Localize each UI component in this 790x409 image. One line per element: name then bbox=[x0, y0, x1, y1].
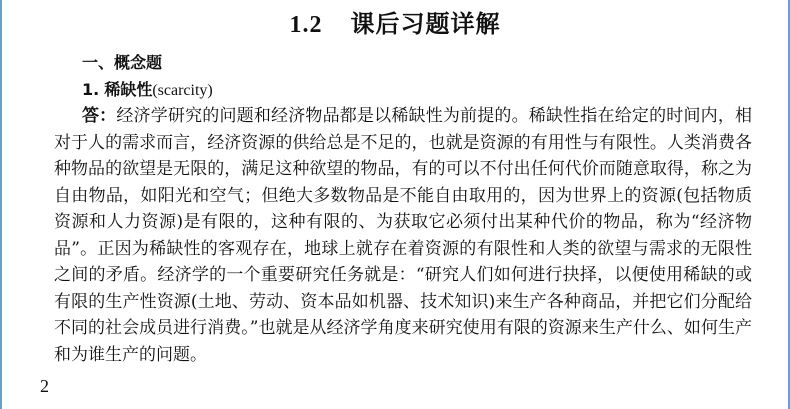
answer-text: 经济学研究的问题和经济物品都是以稀缺性为前提的。稀缺性指在给定的时间内，相对于人的需求而言，经济资源的供给总是不足的，也就是资源的有用性与有限性。人类消费各种物品的欲望是无限的，满足这种欲望的物品，有的可以不付出任何代价而随意取得，称之为自由物品，如阳光和空气；但绝大多数物品是不能自由取用的，因为世界上的资源(包括物质资源和人力资源)是有限的，这种有限的、为获取它必须付出某种代价的物品，称为“经济物品”。正因为稀缺性的客观存在，地球上就存在着资源的有限性和人类的欲望与需求的无限性之间的矛盾。经济学的一个重要研究任务就是：“研究人们如何进行抉择，以便使用稀缺的或有限的生产性资源(土地、劳动、资本品如机器、技术知识)来生产各种商品，并把它们分配给不同的社会成员进行消费。”也就是从经济学角度来研究使用有限的资源来生产什么、如何生产和为谁生产的问题。 bbox=[54, 106, 753, 365]
term-english: (scarcity) bbox=[152, 82, 213, 99]
page-number: 2 bbox=[40, 376, 49, 396]
section-title-text: 课后习题详解 bbox=[350, 9, 501, 38]
term-name: 稀缺性 bbox=[104, 80, 153, 99]
answer-paragraph bbox=[54, 103, 752, 368]
section-title bbox=[0, 4, 790, 39]
term-heading bbox=[82, 77, 213, 100]
answer-label: 答： bbox=[82, 106, 117, 126]
term-number: 1. bbox=[82, 80, 100, 99]
concept-heading: 一、概念题 bbox=[82, 53, 163, 72]
section-number: 1.2 bbox=[289, 12, 323, 38]
page-border-left bbox=[0, 0, 2, 409]
